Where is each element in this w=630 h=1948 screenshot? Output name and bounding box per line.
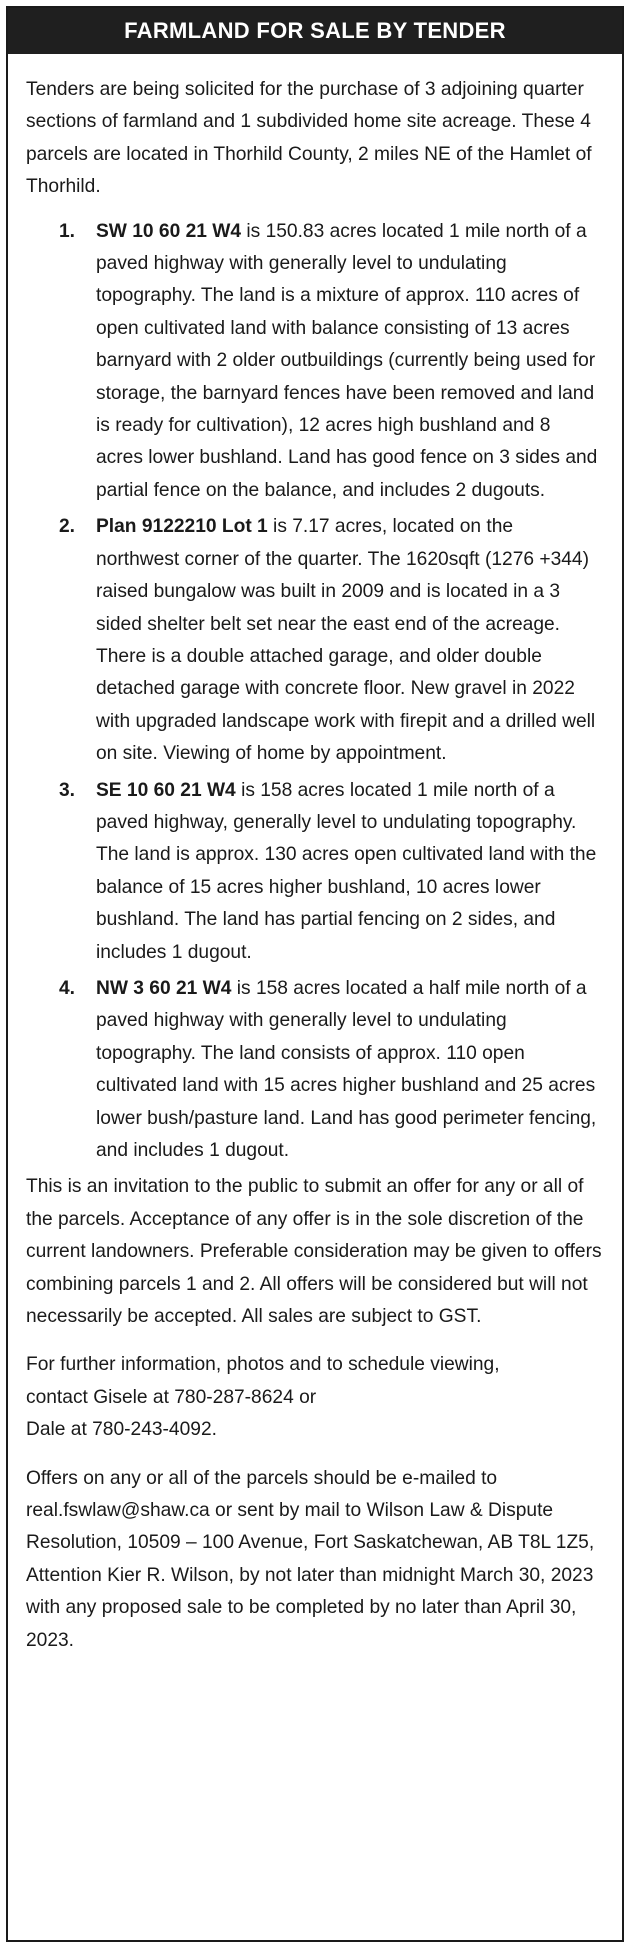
- parcel-item: [26, 973, 604, 1167]
- parcel-text: [96, 511, 604, 770]
- parcel-description: is 7.17 acres, located on the northwest corner of the quarter. The 1620sqft (1276 +344) raised bungalow was built in 2009 and is located in a 3 sided shelter belt set near the east end of the acreage. There is a double attached garage, and older double detached garage with concrete floor. New gravel in 2022 with upgraded landscape work with firepit and a drilled well on site. Viewing of home by appointment.: [96, 516, 596, 765]
- parcel-legal-description: Plan 9122210 Lot 1: [96, 516, 268, 538]
- parcel-legal-description: NW 3 60 21 W4: [96, 977, 232, 999]
- ad-title: FARMLAND FOR SALE BY TENDER: [8, 8, 622, 54]
- parcel-description: is 150.83 acres located 1 mile north of a paved highway with generally level to undulating topography. The land is a mixture of approx. 110 acres of open cultivated land with balance consisting of 13 acres barnyard with 2 older outbuildings (currently being used for storage, the barnyard fences have been removed and land is ready for cultivation), 12 acres high bushland and 8 acres lower bushland. Land has good fence on 3 sides and partial fence on the balance, and includes 2 dugouts.: [96, 220, 598, 501]
- parcel-number: 3.: [59, 779, 76, 801]
- parcel-legal-description: SW 10 60 21 W4: [96, 220, 242, 242]
- parcel-item: [26, 511, 604, 770]
- parcel-list: [26, 216, 604, 1168]
- parcel-legal-description: SE 10 60 21 W4: [96, 779, 236, 801]
- offers-paragraph: Offers on any or all of the parcels should be e-mailed to real.fswlaw@shaw.ca or sent by mail to Wilson Law & Dispute Resolution, 10509 – 100 Avenue, Fort Saskatchewan, AB T8L 1Z5, Attention Kier R. Wilson, by not later than midnight March 30, 2023 with any proposed sale to be completed by no later than April 30, 2023.: [26, 1467, 595, 1651]
- parcel-number: 1.: [59, 220, 76, 242]
- parcel-item: [26, 775, 604, 969]
- intro-paragraph: Tenders are being solicited for the purchase of 3 adjoining quarter sections of farmland and 1 subdivided home site acreage. These 4 parcels are located in Thorhild County, 2 miles NE of the Hamlet of Thorhild.: [26, 79, 592, 198]
- parcel-description: is 158 acres located a half mile north of a paved highway with generally level to undulating topography. The land consists of approx. 110 open cultivated land with 15 acres higher bushland and 25 acres lower bush/pasture land. Land has good perimeter fencing, and includes 1 dugout.: [96, 977, 597, 1161]
- parcel-number: 4.: [59, 977, 76, 999]
- parcel-description: is 158 acres located 1 mile north of a paved highway, generally level to undulating topography. The land is approx. 130 acres open cultivated land with the balance of 15 acres higher bushland, 10 acres lower bushland. The land has partial fencing on 2 sides, and includes 1 dugout.: [96, 779, 597, 963]
- ad-body: [8, 54, 622, 1657]
- contact-paragraph: [26, 1349, 604, 1446]
- parcel-text: [96, 775, 604, 969]
- parcel-item: [26, 216, 604, 508]
- contact-line: Dale at 780-243-4092.: [26, 1419, 217, 1441]
- parcel-text: [96, 973, 604, 1167]
- parcel-number: 2.: [59, 516, 76, 538]
- invitation-paragraph: This is an invitation to the public to submit an offer for any or all of the parcels. Acceptance of any offer is in the sole discretion of the current landowners. Preferable consideration may be given to offers combining parcels 1 and 2. All offers will be considered but will not necessarily be accepted. All sales are subject to GST.: [26, 1176, 602, 1328]
- parcel-text: [96, 216, 604, 508]
- contact-line: For further information, photos and to schedule viewing,: [26, 1354, 500, 1376]
- contact-line: contact Gisele at 780-287-8624 or: [26, 1386, 317, 1408]
- tender-advertisement: [6, 6, 624, 1942]
